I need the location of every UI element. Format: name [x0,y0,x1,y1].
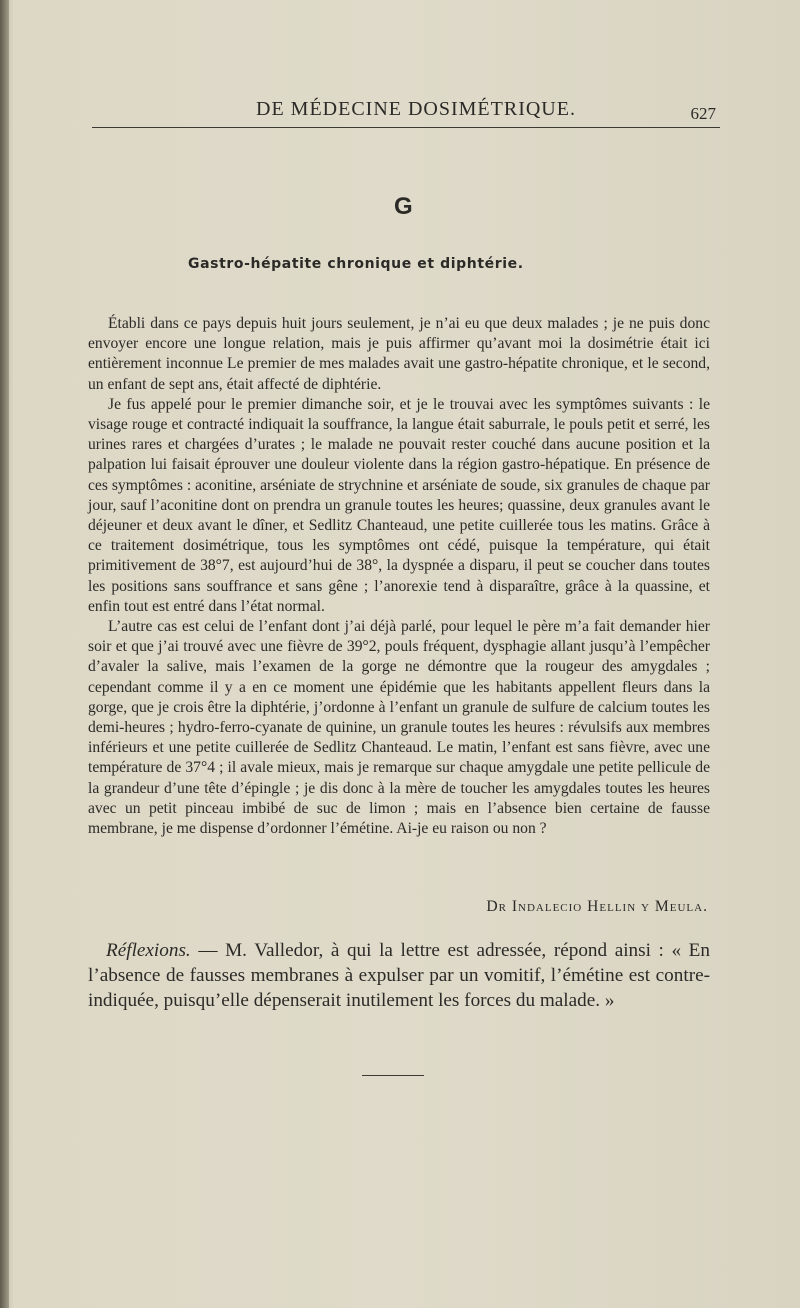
end-rule [362,1075,424,1076]
paragraph: L’autre cas est celui de l’enfant dont j’ai déjà parlé, pour lequel le père m’a fait demander hier soir et que j’ai trouvé avec une fièvre de 39°2, pouls fréquent, dysphagie allant jusqu’à l’empêcher d’avaler la salive, mais l’examen de la gorge ne démontre que la rougeur des amygdales ; cependant comme il y a en ce moment une épidémie que les habitants appellent fleurs dans la gorge, que je crois être la diphtérie, j’ordonne à l’enfant un granule de sulfure de calcium toutes les demi-heures ; hydro-ferro-cyanate de quinine, un granule toutes les heures : révulsifs aux membres inférieurs et une petite cuillerée de Sedlitz Chanteaud. Le matin, l’enfant est sans fièvre, avec une température de 37°4 ; il avale mieux, mais je remarque sur chaque amygdale une petite pellicule de la grandeur d’une tête d’épingle ; je dis donc à la mère de toucher les amygdales toutes les heures avec un petit pinceau imbibé de suc de limon ; mais en l’absence bien certaine de fausse membrane, je me dispense d’ordonner l’émétine. Ai-je eu raison ou non ? [88,618,710,838]
page-header [90,98,720,128]
header-rule [92,127,720,128]
section-letter: G [394,193,413,220]
paragraph: Établi dans ce pays depuis huit jours seulement, je n’ai eu que deux malades ; je ne puis donc envoyer encore une longue relation, mais je puis affirmer qu’avant moi la dosimétrie était ici entièrement inconnue Le premier de mes malades avait une gastro-hépatite chronique, et le second, un enfant de sept ans, était affecté de diphtérie. [88,315,710,393]
article-title: Gastro-hépatite chronique et diphtérie. [188,256,524,272]
signature: Dr Indalecio Hellin y Meula. [486,898,708,915]
book-spine-shadow [0,0,9,1308]
reflexion-lead: Réflexions. [106,940,191,961]
reflexion-text: — M. Valledor, à qui la lettre est adressée, répond ainsi : « En l’absence de fausses membranes à expulser par un vomitif, l’émétine est contre-indiquée, puisqu’elle dépenserait inutilement les forces du malade. » [88,940,710,1011]
running-title: DE MÉDECINE DOSIMÉTRIQUE. [256,98,576,120]
reflexion-paragraph [88,938,710,1013]
page-number: 627 [690,104,716,123]
paragraph: Je fus appelé pour le premier dimanche soir, et je le trouvai avec les symptômes suivants : le visage rouge et contracté indiquait la souffrance, la langue était saburrale, le pouls petit et serré, les urines rares et chargées d’urates ; le malade ne pouvait rester couché dans aucune position et la palpation lui faisait éprouver une douleur violente dans la région gastro-hépatique. En présence de ces symptômes : aconitine, arséniate de strychnine et arséniate de soude, six granules de chaque par jour, sauf l’aconitine dont on prendra un granule toutes les heures; quassine, deux granules avant le déjeuner et deux avant le dîner, et Sedlitz Chanteaud, une petite cuillerée tous les matins. Grâce à ce traitement dosimétrique, tous les symptômes ont cédé, puisque la température, qui était primitivement de 38°7, est aujourd’hui de 38°, la dyspnée a disparu, il peut se coucher dans toutes les positions sans souffrance et sans gêne ; l’anorexie tend à disparaître, grâce à la quassine, et enfin tout est entré dans l’état normal. [88,395,710,615]
article-body [88,314,710,839]
reflexion-block [88,938,710,1013]
